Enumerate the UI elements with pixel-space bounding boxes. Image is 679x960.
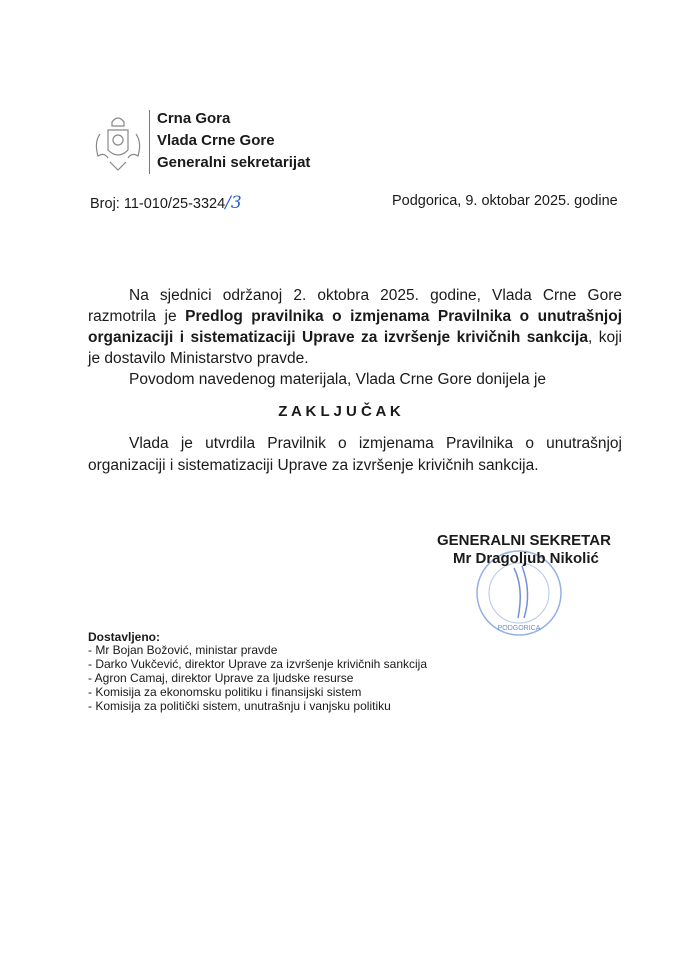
- coat-of-arms-icon: [90, 112, 146, 174]
- distribution-item: - Komisija za ekonomsku politiku i finansijski sistem: [88, 685, 362, 699]
- proposal-title-cont: organizaciji i sistematizaciji Uprave za izvršenje krivičnih sankcija: [88, 329, 588, 346]
- header-country: Crna Gora: [157, 110, 231, 127]
- distribution-item: - Agron Camaj, direktor Uprave za ljudske resurse: [88, 671, 354, 685]
- conclusion-heading: Z A K L J U Č A K: [278, 403, 401, 420]
- paragraph-1-line-3: organizaciji i sistematizaciji Uprave za izvršenje krivičnih sankcija, koji: [88, 329, 622, 346]
- header-government: Vlada Crne Gore: [157, 132, 275, 149]
- proposal-title: Predlog pravilnika o izmjenama Pravilnika o unutrašnjoj: [185, 308, 622, 325]
- signatory-name: Mr Dragoljub Nikolić: [453, 550, 599, 567]
- paragraph-3-line-1: Vlada je utvrdila Pravilnik o izmjenama Pravilnika o unutrašnjoj: [129, 435, 622, 452]
- paragraph-1-line-1: Na sjednici održanoj 2. oktobra 2025. godine, Vlada Crne Gore: [129, 287, 622, 304]
- paragraph-2: Povodom navedenog materijala, Vlada Crne Gore donijela je: [129, 371, 547, 388]
- place-date: Podgorica, 9. oktobar 2025. godine: [392, 193, 618, 209]
- paragraph-3-line-2: organizaciji i sistematizaciji Uprave za izvršenje krivičnih sankcija.: [88, 457, 539, 474]
- handwritten-suffix: /3: [225, 193, 242, 213]
- header-department: Generalni sekretarijat: [157, 154, 311, 171]
- paragraph-1-line-4: je dostavilo Ministarstvo pravde.: [88, 350, 309, 367]
- paragraph-1-line-2: razmotrila je Predlog pravilnika o izmjenama Pravilnika o unutrašnjoj: [88, 308, 622, 325]
- reference-number: Broj: 11-010/25-3324/3: [90, 193, 242, 213]
- header-divider: [149, 110, 150, 174]
- distribution-item: - Mr Bojan Božović, ministar pravde: [88, 643, 278, 657]
- distribution-item: - Komisija za politički sistem, unutrašnju i vanjsku politiku: [88, 699, 391, 713]
- distribution-label: Dostavljeno:: [88, 630, 161, 644]
- svg-text:PODGORICA: PODGORICA: [497, 625, 541, 632]
- distribution-item: - Darko Vukčević, direktor Uprave za izvršenje krivičnih sankcija: [88, 657, 427, 671]
- signatory-title: GENERALNI SEKRETAR: [437, 532, 611, 549]
